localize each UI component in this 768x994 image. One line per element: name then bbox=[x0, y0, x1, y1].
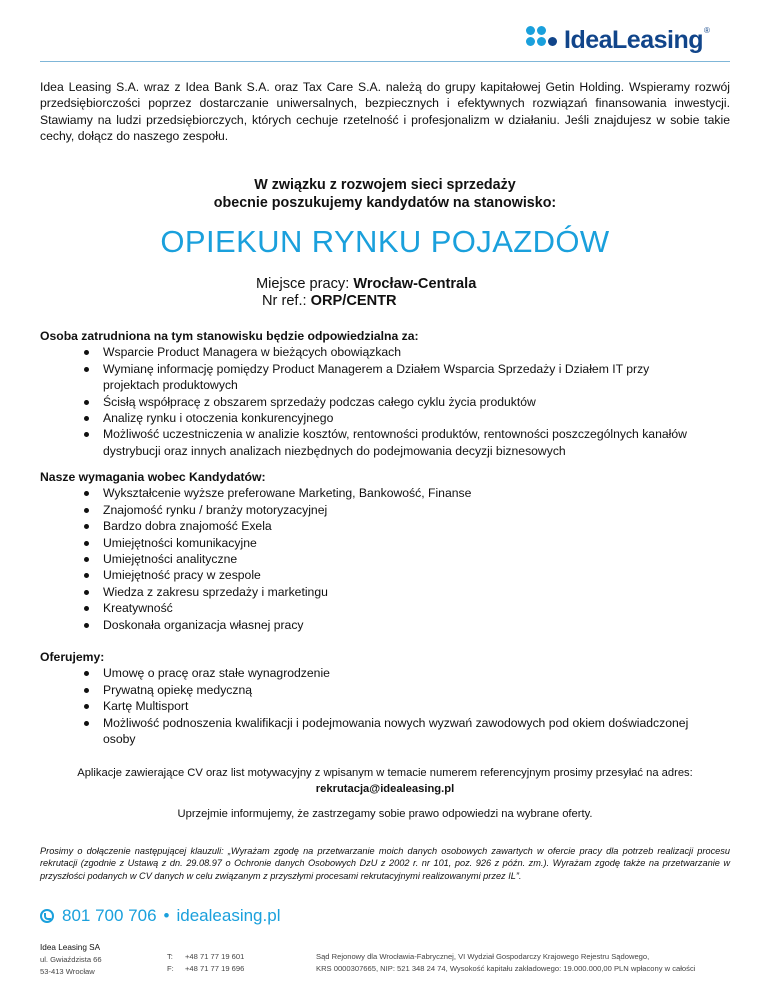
requirements-heading: Nasze wymagania wobec Kandydatów: bbox=[40, 470, 266, 484]
list-item: Bardzo dobra znajomość Exela bbox=[40, 518, 703, 534]
footer-website-link[interactable]: idealeasing.pl bbox=[176, 906, 281, 925]
reference-number: Nr ref.: ORP/CENTR bbox=[262, 293, 397, 309]
response-notice: Uprzejmie informujemy, że zastrzegamy sobie prawo odpowiedzi na wybrane oferty. bbox=[177, 808, 593, 820]
logo-dots-icon bbox=[526, 26, 558, 54]
lead-line-2: obecnie poszukujemy kandydatów na stanowisko: bbox=[213, 195, 557, 211]
intro-paragraph: Idea Leasing S.A. wraz z Idea Bank S.A. oraz Tax Care S.A. należą do grupy kapitałowej Getin Holding. Wspieramy rozwój przedsiębiorczości poprzez dostarczanie uniwersalnych, bezpiecznych i efektywnych rozwiązań finansowania inwestycji. Stawiamy na ludzi przedsiębiorczych, których cechuje rzetelność i profesjonalizm w działaniu. Jeśli znajdujesz w sobie takie cechy, dołącz do naszego zespołu. bbox=[40, 80, 730, 144]
list-item: Wsparcie Product Managera w bieżących obowiązkach bbox=[40, 344, 703, 360]
list-item: Kreatywność bbox=[40, 600, 703, 616]
responsibilities-section bbox=[40, 328, 730, 459]
work-location: Miejsce pracy: Wrocław-Centrala bbox=[256, 276, 477, 292]
footer-legal bbox=[316, 951, 736, 975]
list-item: Ścisłą współpracę z obszarem sprzedaży podczas całego cyklu życia produktów bbox=[40, 394, 703, 410]
recruitment-email-link[interactable]: rekrutacja@idealeasing.pl bbox=[315, 783, 455, 795]
list-item: Kartę Multisport bbox=[40, 698, 703, 714]
footer-street: ul. Gwiaździsta 66 bbox=[40, 955, 102, 964]
list-item: Wiedza z zakresu sprzedaży i marketingu bbox=[40, 584, 703, 600]
list-item: Umowę o pracę oraz stałe wynagrodzenie bbox=[40, 665, 703, 681]
list-item: Znajomość rynku / branży motoryzacyjnej bbox=[40, 502, 703, 518]
list-item: Umiejętność pracy w zespole bbox=[40, 567, 703, 583]
list-item: Doskonała organizacja własnej pracy bbox=[40, 617, 703, 633]
offer-heading: Oferujemy: bbox=[40, 650, 105, 664]
footer-phones bbox=[167, 951, 244, 975]
footer-address bbox=[40, 942, 102, 978]
footer-separator: • bbox=[163, 906, 170, 925]
job-title: OPIEKUN RYNKU POJAZDÓW bbox=[160, 224, 610, 259]
list-item: Wykształcenie wyższe preferowane Marketing, Bankowość, Finanse bbox=[40, 485, 703, 501]
footer-fax: +48 71 77 19 696 bbox=[185, 964, 245, 973]
footer-tel: +48 71 77 19 601 bbox=[185, 952, 245, 961]
list-item: Umiejętności komunikacyjne bbox=[40, 535, 703, 551]
application-info bbox=[40, 765, 730, 797]
list-item: Umiejętności analityczne bbox=[40, 551, 703, 567]
logo-text: IdeaLeasing® bbox=[564, 25, 710, 54]
lead-line-1: W związku z rozwojem sieci sprzedaży bbox=[254, 177, 516, 193]
list-item: Prywatną opiekę medyczną bbox=[40, 682, 703, 698]
list-item: Analizę rynku i otoczenia konkurencyjnego bbox=[40, 410, 703, 426]
header-divider bbox=[40, 61, 730, 62]
footer-city: 53-413 Wrocław bbox=[40, 967, 95, 976]
tel-label: T: bbox=[167, 952, 173, 961]
lead-heading bbox=[40, 176, 730, 212]
fax-label: F: bbox=[167, 964, 174, 973]
responsibilities-heading: Osoba zatrudniona na tym stanowisku będzie odpowiedzialna za: bbox=[40, 329, 419, 343]
footer-company-name: Idea Leasing SA bbox=[40, 943, 101, 952]
footer-contact bbox=[40, 906, 280, 926]
list-item: Możliwość uczestniczenia w analizie kosztów, rentowności produktów, rentowności poszczególnych kanałów dystrybucji oraz innych analizach niezbędnych do podejmowania decyzji biznesowych bbox=[40, 426, 703, 459]
footer-legal-line-2: KRS 0000307665, NIP: 521 348 24 74, Wysokość kapitału zakładowego: 19.000.000,00 PLN wpłacony w całości bbox=[316, 964, 696, 973]
footer-legal-line-1: Sąd Rejonowy dla Wrocławia-Fabrycznej, VI Wydział Gospodarczy Krajowego Rejestru Sądowego, bbox=[316, 952, 650, 961]
offer-section bbox=[40, 649, 730, 747]
application-text: Aplikacje zawierające CV oraz list motywacyjny z wpisanym w temacie numerem referencyjnym prosimy przesyłać na adres: bbox=[77, 767, 693, 779]
requirements-section bbox=[40, 469, 730, 633]
list-item: Możliwość podnoszenia kwalifikacji i podejmowania nowych wyzwań zawodowych pod okiem doświadczonej osoby bbox=[40, 715, 703, 748]
phone-icon bbox=[40, 909, 54, 923]
consent-clause: Prosimy o dołączenie następującej klauzuli: „Wyrażam zgodę na przetwarzanie moich danych osobowych zawartych w ofercie pracy dla potrzeb realizacji procesu rekrutacji (zgodnie z Ustawą z dn. 29.08.97 o Ochronie danych Osobowych DzU z 2002 r. nr 101, poz. 926 z późn. zm.). Wyrażam zgodę także na przetwarzanie w przyszłości podanych w CV danych w celu związanym z przyszłymi procesami rekrutacyjnymi realizowanymi przez IL”. bbox=[40, 846, 730, 881]
list-item: Wymianę informację pomiędzy Product Managerem a Działem Wsparcia Sprzedaży i Działem IT przy projektach produktowych bbox=[40, 361, 703, 394]
company-logo bbox=[526, 22, 740, 58]
footer-phone[interactable]: 801 700 706 bbox=[62, 906, 157, 925]
